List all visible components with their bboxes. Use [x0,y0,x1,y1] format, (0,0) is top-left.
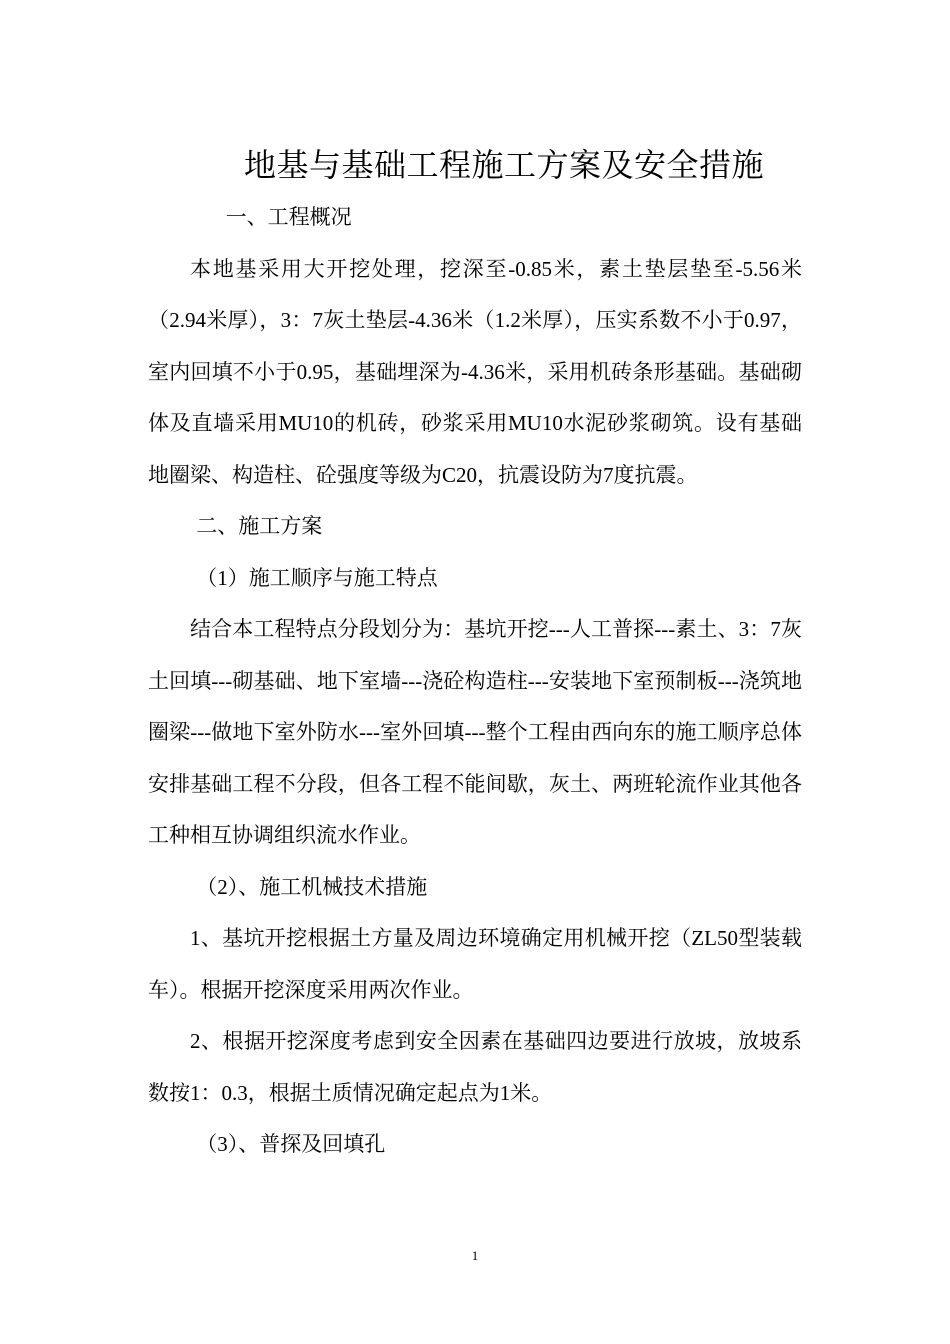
paragraph-sequence: 结合本工程特点分段划分为：基坑开挖---人工普探---素土、3：7灰土回填---砌基础、地下室墙---浇砼构造柱---安装地下室预制板---浇筑地圈梁---做地下室外防水---室外回填---整个工程由西向东的施工顺序总体安排基础工程不分段，但各工程不能间歇，灰土、两班轮流作业其他各工种相互协调组织流水作业。 [148,617,802,847]
page-number: 1 [471,1248,479,1263]
paragraph-machinery-2: 2、根据开挖深度考虑到安全因素在基础四边要进行放坡，放坡系数按1：0.3，根据土质情况确定起点为1米。 [148,1029,802,1105]
paragraph-machinery-1: 1、基坑开挖根据土方量及周边环境确定用机械开挖（ZL50型装载车）。根据开挖深度采用两次作业。 [148,926,802,1002]
subsection-heading-probing: （3）、普探及回填孔 [196,1132,386,1156]
paragraph-overview: 本地基采用大开挖处理，挖深至-0.85米，素土垫层垫至-5.56米（2.94米厚），3：7灰土垫层-4.36米（1.2米厚），压实系数不小于0.97，室内回填不小于0.95，基础埋深为-4.36米，采用机砖条形基础。基础砌体及直墙采用MU10的机砖，砂浆采用MU10水泥砂浆砌筑。设有基础地圈梁、构造柱、砼强度等级为C20，抗震设防为7度抗震。 [148,256,802,487]
document-title: 地基与基础工程施工方案及安全措施 [243,147,764,184]
document-body [148,192,802,1171]
section-heading-overview: 一、工程概况 [225,205,352,229]
subsection-heading-sequence: （1）施工顺序与施工特点 [196,565,438,590]
section-heading-construction-plan: 二、施工方案 [196,514,323,538]
subsection-heading-machinery: （2）、施工机械技术措施 [196,874,428,899]
